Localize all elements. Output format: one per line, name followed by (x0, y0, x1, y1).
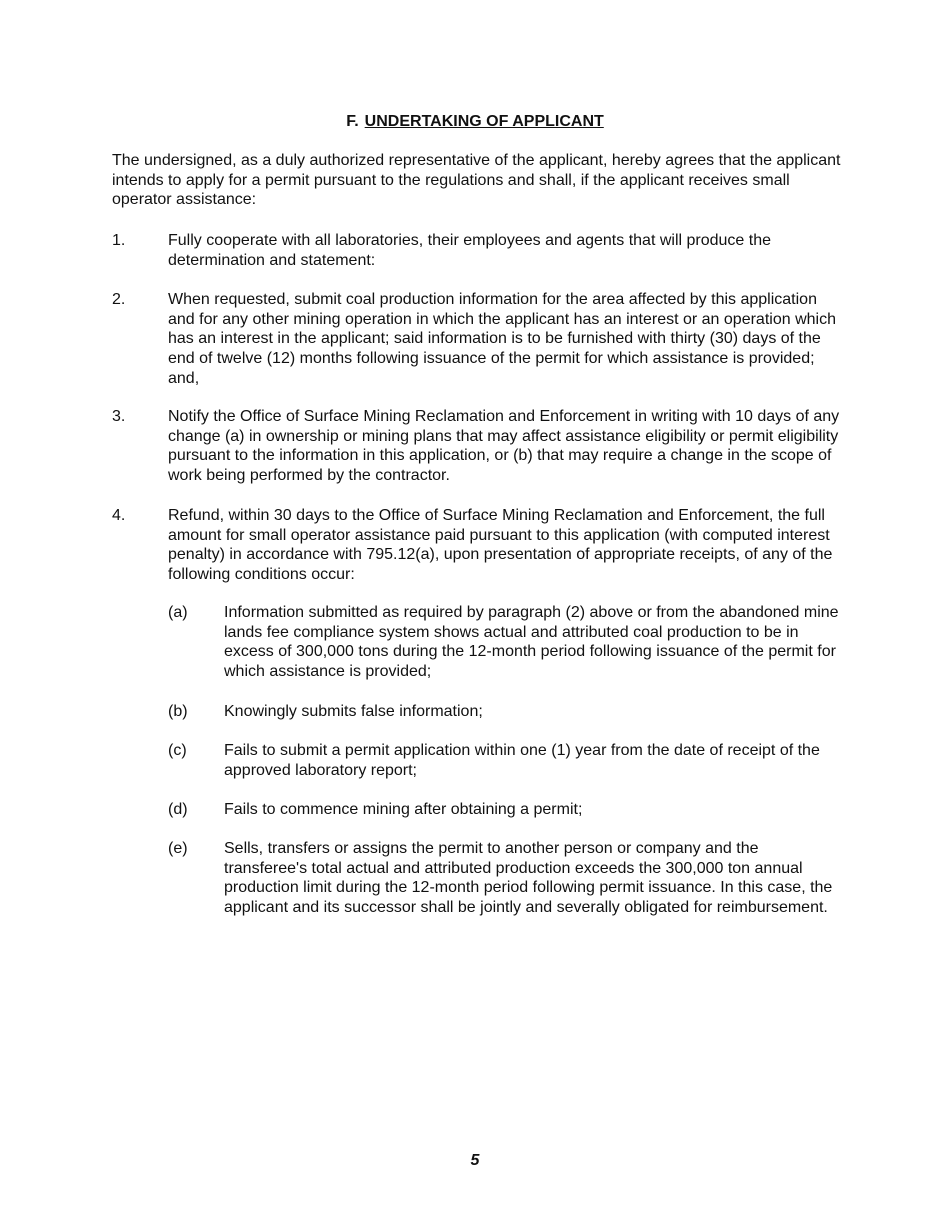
list-item-text: Fully cooperate with all laboratories, their employees and agents that will produce the determination and statement: (168, 232, 771, 269)
sub-item-a (168, 603, 844, 682)
sub-item-text: Fails to submit a permit application within one (1) year from the date of receipt of the approved laboratory report; (224, 742, 820, 779)
sub-item-label: (a) (168, 604, 188, 621)
list-item-4 (112, 506, 842, 585)
sub-item-text: Information submitted as required by paragraph (2) above or from the abandoned mine lands fee compliance system shows actual and attributed coal production to be in excess of 300,000 tons during the 12-month period following issuance of the permit for which assistance is provided; (224, 604, 839, 681)
list-item-2 (112, 290, 842, 389)
sub-item-d (168, 800, 844, 820)
sub-item-label: (d) (168, 801, 188, 818)
list-item-text: Notify the Office of Surface Mining Reclamation and Enforcement in writing with 10 days of any change (a) in ownership or mining plans that may affect assistance eligibility or permit eligibility pursuant to the information in this application, or (b) that may require a change in the scope of work being performed by the contractor. (168, 408, 840, 485)
sub-item-label: (b) (168, 703, 188, 720)
sub-item-label: (c) (168, 742, 187, 759)
sub-item-text: Sells, transfers or assigns the permit to another person or company and the transferee's total actual and attributed production exceeds the 300,000 ton annual production limit during the 12-month period following permit issuance. In this case, the applicant and its successor shall be jointly and severally obligated for reimbursement. (224, 840, 833, 917)
page-number: 5 (470, 1152, 480, 1169)
list-item-number: 2. (112, 291, 126, 308)
sub-item-c (168, 741, 844, 780)
section-letter: F. (346, 113, 359, 130)
list-item-3 (112, 407, 842, 486)
sub-item-text: Knowingly submits false information; (224, 703, 483, 720)
list-item-number: 4. (112, 507, 126, 524)
intro-paragraph: The undersigned, as a duly authorized representative of the applicant, hereby agrees that the applicant intends to apply for a permit pursuant to the regulations and shall, if the applicant receives small operator assistance: (112, 152, 841, 209)
list-item-text: When requested, submit coal production information for the area affected by this application and for any other mining operation in which the applicant has an interest or an operation which has an interest in the applicant; said information is to be furnished with thirty (30) days of the end of twelve (12) months following issuance of the permit for which assistance is provided; and, (168, 291, 836, 387)
list-item-text: Refund, within 30 days to the Office of Surface Mining Reclamation and Enforcement, the full amount for small operator assistance paid pursuant to this application (with computed interest penalty) in accordance with 795.12(a), upon presentation of appropriate receipts, of any of the following conditions occur: (168, 507, 833, 584)
section-title: UNDERTAKING OF APPLICANT (364, 113, 604, 130)
list-item-number: 1. (112, 232, 126, 249)
sub-item-text: Fails to commence mining after obtaining a permit; (224, 801, 583, 818)
section-heading (0, 112, 950, 132)
sub-item-b (168, 702, 844, 722)
sub-item-e (168, 839, 844, 918)
list-item-1 (112, 231, 842, 270)
list-item-number: 3. (112, 408, 126, 425)
sub-item-label: (e) (168, 840, 188, 857)
